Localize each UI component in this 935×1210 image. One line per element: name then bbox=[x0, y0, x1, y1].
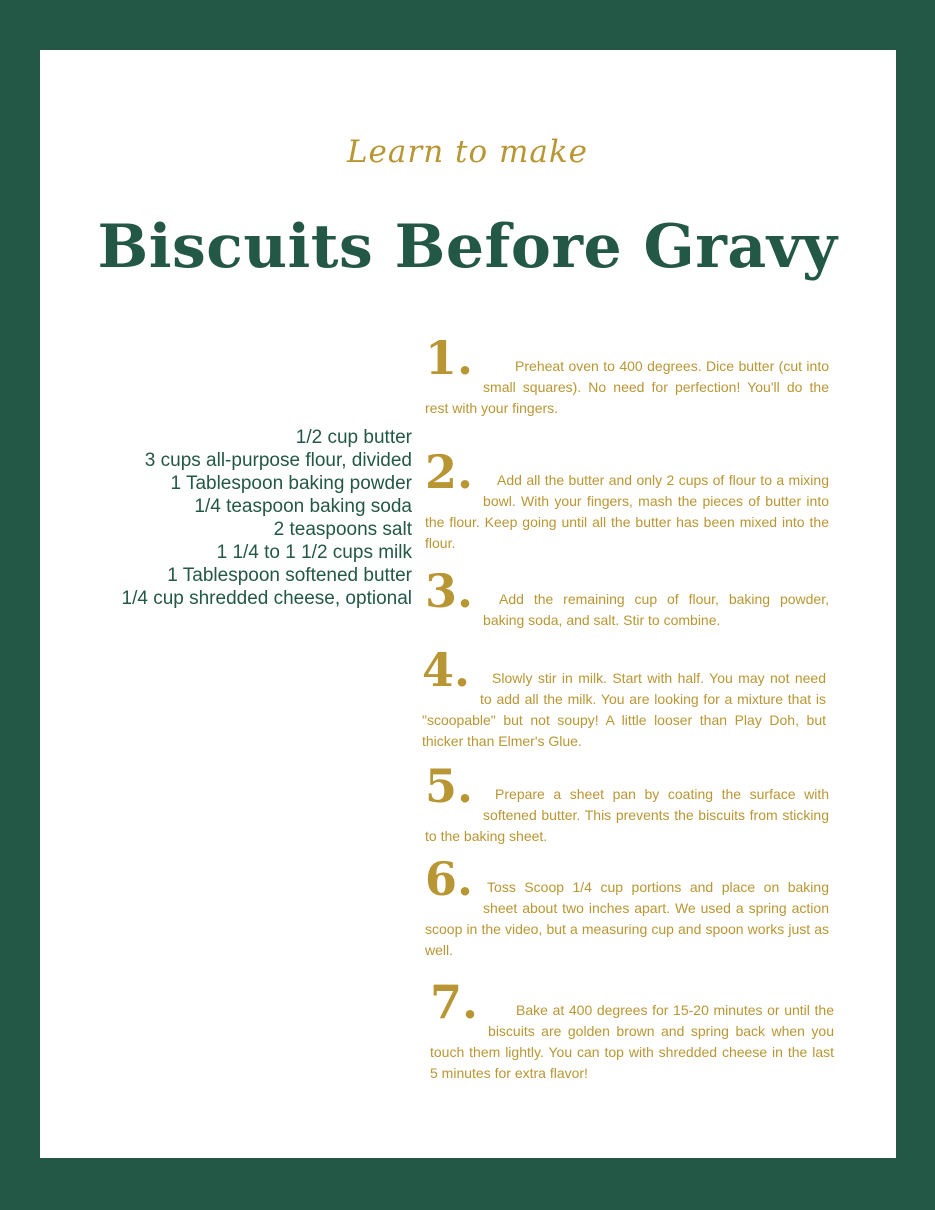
ingredients-list bbox=[60, 426, 412, 610]
ingredient-item: 1/4 teaspoon baking soda bbox=[194, 496, 412, 517]
step-3 bbox=[425, 564, 829, 631]
step-4 bbox=[422, 643, 826, 752]
step-text: Bake at 400 degrees for 15-20 minutes or until the biscuits are golden brown and spring back when you touch them lightly. You can top with shredded cheese in the last 5 minutes for extra flavor! bbox=[430, 1002, 834, 1081]
kicker-text: Learn to make bbox=[346, 134, 589, 170]
step-6 bbox=[425, 852, 829, 961]
step-2 bbox=[425, 445, 829, 554]
step-number: 2. bbox=[425, 445, 474, 499]
step-text: Preheat oven to 400 degrees. Dice butter (cut into small squares). No need for perfection! You'll do the rest with your fingers. bbox=[425, 358, 829, 416]
ingredient-item: 2 teaspoons salt bbox=[273, 519, 412, 540]
step-number: 1. bbox=[425, 331, 474, 385]
step-number: 3. bbox=[425, 564, 474, 618]
ingredient-item: 1/4 cup shredded cheese, optional bbox=[121, 588, 412, 609]
step-text: Toss Scoop 1/4 cup portions and place on baking sheet about two inches apart. We used a spring action scoop in the video, but a measuring cup and spoon works just as well. bbox=[425, 879, 829, 958]
step-text: Prepare a sheet pan by coating the surface with softened butter. This prevents the biscuits from sticking to the baking sheet. bbox=[425, 786, 829, 844]
ingredient-item: 3 cups all-purpose flour, divided bbox=[144, 450, 412, 471]
step-7 bbox=[430, 975, 834, 1084]
step-5 bbox=[425, 759, 829, 847]
step-text: Slowly stir in milk. Start with half. You may not need to add all the milk. You are looking for a mixture that is "scoopable" but not soupy! A little looser than Play Doh, but thicker than Elmer's Glue. bbox=[422, 670, 826, 749]
step-number: 6. bbox=[425, 852, 474, 906]
step-1 bbox=[425, 331, 829, 419]
step-number: 4. bbox=[422, 643, 471, 697]
ingredient-item: 1 1/4 to 1 1/2 cups milk bbox=[216, 542, 412, 563]
step-text: Add all the butter and only 2 cups of flour to a mixing bowl. With your fingers, mash the pieces of butter into the flour. Keep going until all the butter has been mixed into the flour. bbox=[425, 472, 829, 551]
step-text: Add the remaining cup of flour, baking powder, baking soda, and salt. Stir to combine. bbox=[483, 591, 829, 628]
ingredient-item: 1 Tablespoon baking powder bbox=[170, 473, 412, 494]
step-number: 7. bbox=[430, 975, 479, 1029]
ingredient-item: 1/2 cup butter bbox=[295, 427, 412, 448]
recipe-title: Biscuits Before Gravy bbox=[97, 212, 838, 282]
ingredient-item: 1 Tablespoon softened butter bbox=[167, 565, 412, 586]
step-number: 5. bbox=[425, 759, 474, 813]
